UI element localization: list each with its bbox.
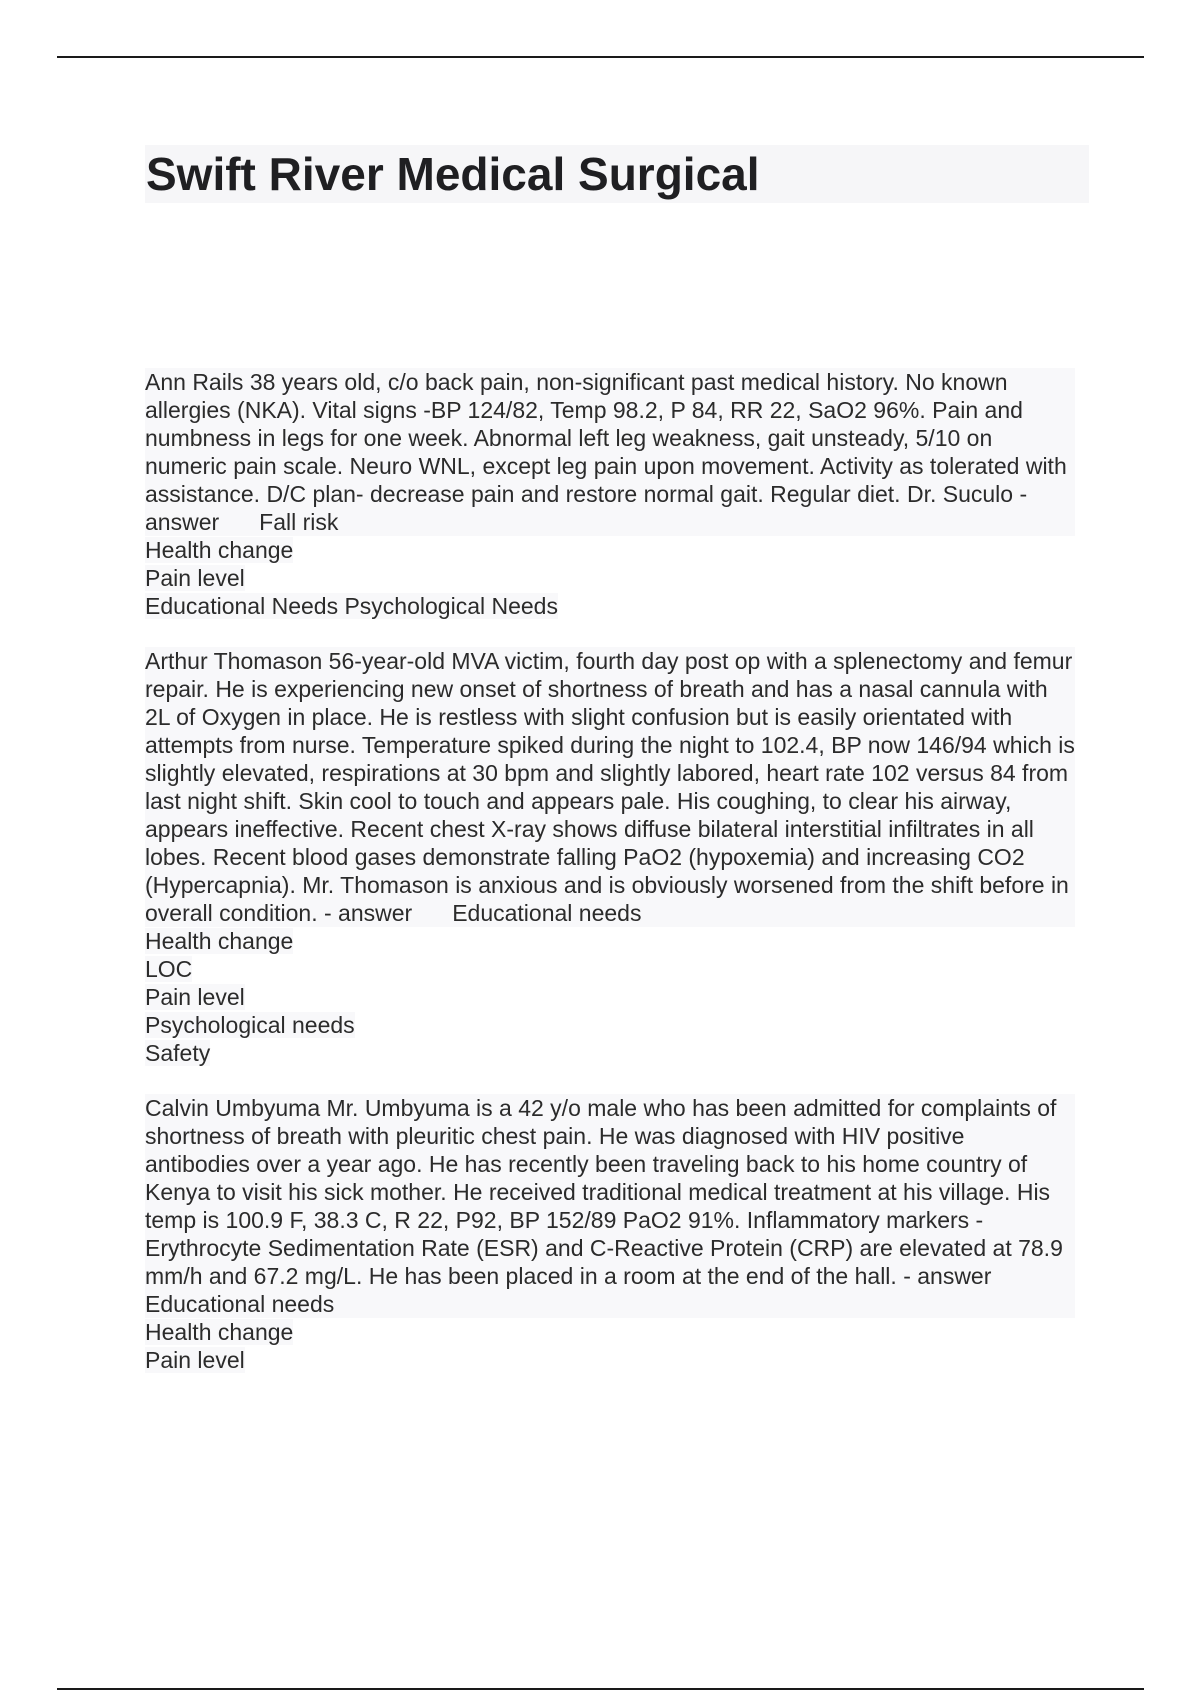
case-answer-list: [145, 536, 1075, 620]
top-rule: [57, 56, 1144, 58]
answer-item: Educational Needs Psychological Needs: [145, 593, 558, 619]
case-entry: [145, 1094, 1075, 1374]
case-question-text: Ann Rails 38 years old, c/o back pain, non-significant past medical history. No known allergies (NKA). Vital signs -BP 124/82, Temp 98.2, P 84, RR 22, SaO2 96%. Pain and numbness in legs for one week. Abnormal left leg weakness, gait unsteady, 5/10 on numeric pain scale. Neuro WNL, except leg pain upon movement. Activity as tolerated with assistance. D/C plan- decrease pain and restore normal gait. Regular diet. Dr. Suculo - answer: [145, 369, 1067, 535]
document-body: [145, 368, 1075, 1401]
answer-item: Pain level: [145, 1347, 245, 1373]
case-answer-list: [145, 927, 1075, 1067]
answer-item: LOC: [145, 956, 193, 982]
case-question: [145, 368, 1075, 536]
answer-item: Pain level: [145, 565, 245, 591]
case-answer-first: Fall risk: [259, 509, 339, 535]
answer-item: Health change: [145, 928, 294, 954]
answer-item: Health change: [145, 537, 294, 563]
page-title: Swift River Medical Surgical: [146, 148, 760, 200]
case-answer-first: Educational needs: [145, 1291, 335, 1317]
case-answer-list: [145, 1318, 1075, 1374]
answer-item: Health change: [145, 1319, 294, 1345]
answer-item: Pain level: [145, 984, 245, 1010]
case-question: [145, 647, 1075, 927]
answer-item: Safety: [145, 1040, 211, 1066]
answer-item: Psychological needs: [145, 1012, 355, 1038]
bottom-rule: [57, 1688, 1144, 1690]
case-question-text: Calvin Umbyuma Mr. Umbyuma is a 42 y/o male who has been admitted for complaints of shortness of breath with pleuritic chest pain. He was diagnosed with HIV positive antibodies over a year ago. He has recently been traveling back to his home country of Kenya to visit his sick mother. He received traditional medical treatment at his village. His temp is 100.9 F, 38.3 C, R 22, P92, BP 152/89 PaO2 91%. Inflammatory markers - Erythrocyte Sedimentation Rate (ESR) and C-Reactive Protein (CRP) are elevated at 78.9 mm/h and 67.2 mg/L. He has been placed in a room at the end of the hall. - answer: [145, 1095, 1063, 1289]
case-entry: [145, 647, 1075, 1067]
case-entry: [145, 368, 1075, 620]
case-answer-first: Educational needs: [452, 900, 642, 926]
case-question: [145, 1094, 1075, 1318]
case-question-text: Arthur Thomason 56-year-old MVA victim, fourth day post op with a splenectomy and femur repair. He is experiencing new onset of shortness of breath and has a nasal cannula with 2L of Oxygen in place. He is restless with slight confusion but is easily orientated with attempts from nurse. Temperature spiked during the night to 102.4, BP now 146/94 which is slightly elevated, respirations at 30 bpm and slightly labored, heart rate 102 versus 84 from last night shift. Skin cool to touch and appears pale. His coughing, to clear his airway, appears ineffective. Recent chest X-ray shows diffuse bilateral interstitial infiltrates in all lobes. Recent blood gases demonstrate falling PaO2 (hypoxemia) and increasing CO2 (Hypercapnia). Mr. Thomason is anxious and is obviously worsened from the shift before in overall condition. - answer: [145, 648, 1075, 926]
